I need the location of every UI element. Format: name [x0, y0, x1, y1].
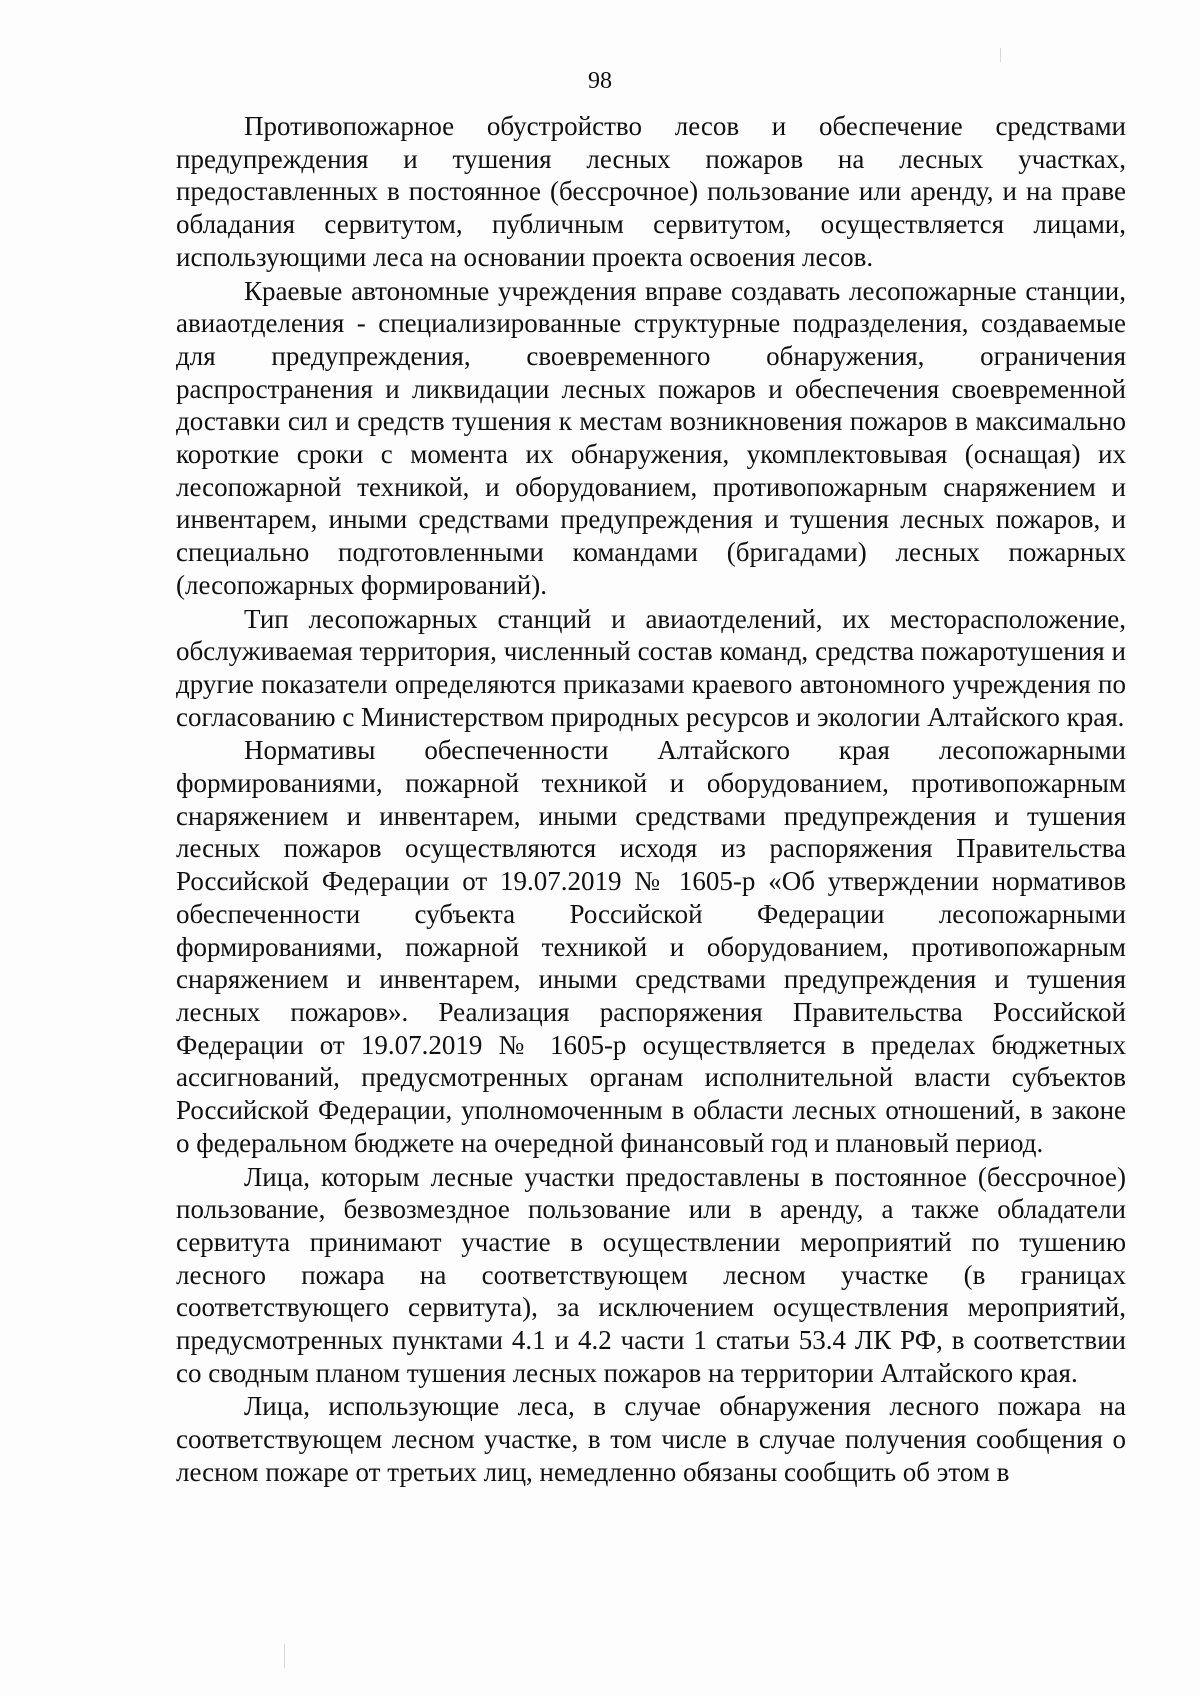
paragraph-standards: Нормативы обеспеченности Алтайского края лесопожарными формированиями, пожарной техникой и оборудованием, противопожарным снаряжением и инвентарем, иными средствами предупреждения и тушения лесных пожаров осуществляются исходя из распоряжения Правительства Российской Федерации от 19.07.2019 № 1605-р «Об утверждении нормативов обеспеченности субъекта Российской Федерации лесопожарными формированиями, пожарной техникой и оборудованием, противопожарным снаряжением и инвентарем, иными средствами предупреждения и тушения лесных пожаров». Реализация распоряжения Правительства Российской Федерации от 19.07.2019 № 1605-р осуществляется в пределах бюджетных ассигнований, предусмотренных органам исполнительной власти субъектов Российской Федерации, уполномоченным в области лесных отношений, в законе о федеральном бюджете на очередной финансовый год и плановый период.	[176, 735, 1126, 1158]
scan-artifact-line	[1000, 48, 1001, 62]
paragraph-fire-reporting: Лица, использующие леса, в случае обнаружения лесного пожара на соответствующем лесном участке, в том числе в случае получения сообщения о лесном пожаре от третьих лиц, немедленно обязаны сообщить об этом в	[176, 1391, 1126, 1487]
paragraph-fire-arrangement: Противопожарное обустройство лесов и обеспечение средствами предупреждения и тушения лесных пожаров на лесных участках, предоставленных в постоянное (бессрочное) пользование или аренду, и на праве обладания сервитутом, публичным сервитутом, осуществляется лицами, использующими леса на основании проекта освоения лесов.	[176, 111, 1126, 272]
document-body	[176, 110, 1126, 1490]
page-number: 98	[588, 68, 612, 94]
paragraph-autonomous-institutions: Краевые автономные учреждения вправе создавать лесопожарные станции, авиаотделения - специализированные структурные подразделения, создаваемые для предупреждения, своевременного обнаружения, ограничения распространения и ликвидации лесных пожаров и обеспечения своевременной доставки сил и средств тушения к местам возникновения пожаров в максимально короткие сроки с момента их обнаружения, укомплектовывая (оснащая) их лесопожарной техникой, и оборудованием, противопожарным снаряжением и инвентарем, иными средствами предупреждения и тушения лесных пожаров, и специально подготовленными командами (бригадами) лесных пожарных (лесопожарных формирований).	[176, 275, 1126, 600]
paragraph-forest-users-participation: Лица, которым лесные участки предоставлены в постоянное (бессрочное) пользование, безвозмездное пользование или в аренду, а также обладатели сервитута принимают участие в осуществлении мероприятий по тушению лесного пожара на соответствующем лесном участке (в границах соответствующего сервитута), за исключением осуществления мероприятий, предусмотренных пунктами 4.1 и 4.2 части 1 статьи 53.4 ЛК РФ, в соответствии со сводным планом тушения лесных пожаров на территории Алтайского края.	[176, 1161, 1126, 1388]
paragraph-station-types: Тип лесопожарных станций и авиаотделений, их месторасположение, обслуживаемая территория, численный состав команд, средства пожаротушения и другие показатели определяются приказами краевого автономного учреждения по согласованию с Министерством природных ресурсов и экологии Алтайского края.	[176, 603, 1126, 732]
scan-artifact-line	[284, 1644, 285, 1668]
